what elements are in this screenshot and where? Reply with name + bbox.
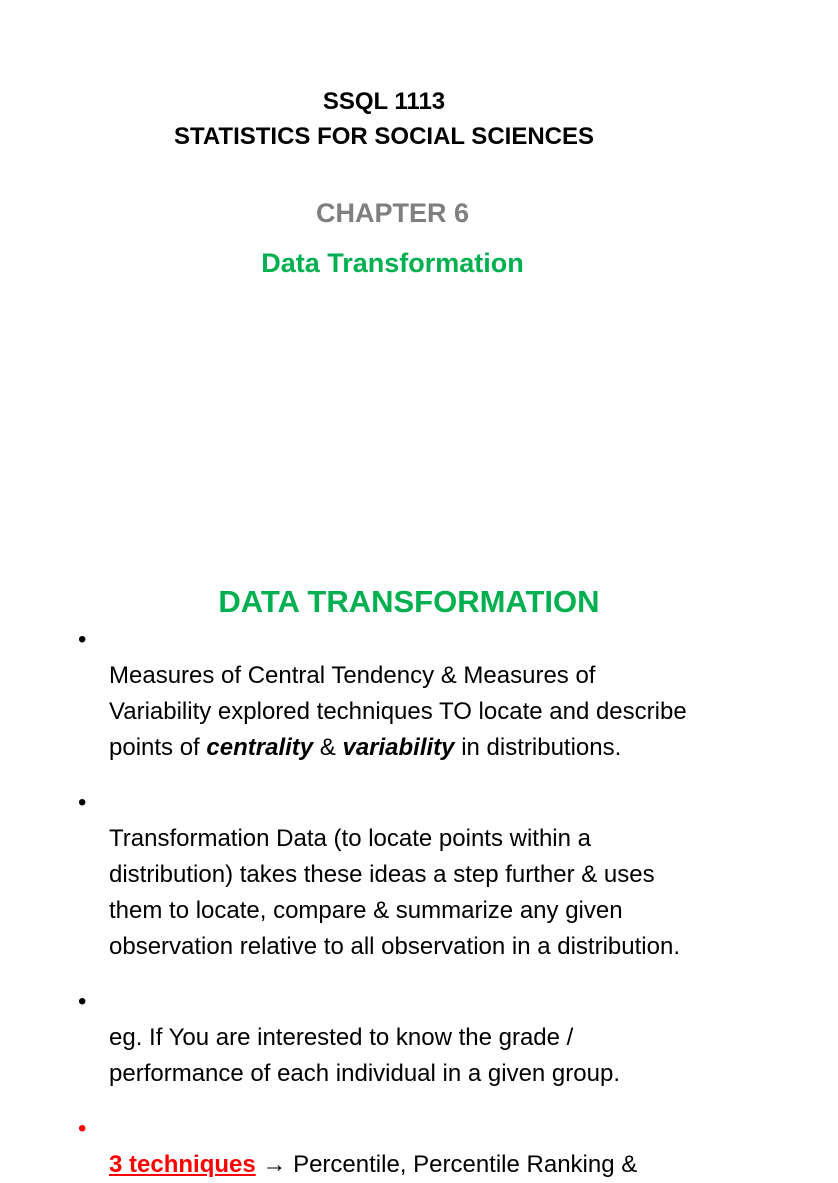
bullet-text-lead: Measures of Central Tendency & Measures of Variability explored techniques TO locate and describe points of [109,662,687,761]
title-slide [0,0,768,540]
course-title: STATISTICS FOR SOCIAL SCIENCES [173,123,595,150]
bullet-item-central-tendency [78,622,838,766]
bullet-text-tail: in distributions. [454,734,622,761]
bullet-text-connector: & [313,734,343,761]
chapter-label: CHAPTER 6 [315,198,470,228]
bullet-item-transformation [78,785,838,965]
bullet-icon: • [78,789,87,816]
bullet-text: Percentile, Percentile Ranking & [293,1151,638,1178]
content-slide [0,540,768,1178]
chapter-subtitle: Data Transformation [261,248,524,278]
bullet-icon: • [78,626,87,653]
bullet-icon: • [78,1115,87,1142]
bullet-item-example [78,984,838,1092]
term-centrality: centrality [206,734,314,761]
bullet-text: eg. If You are interested to know the grade / performance of each individual in a given group. [109,1024,620,1087]
slide-heading: DATA TRANSFORMATION [218,584,600,619]
term-variability: variability [342,734,455,761]
techniques-highlight: 3 techniques [109,1151,256,1178]
bullet-icon: • [78,988,87,1015]
bullet-list [78,622,838,1183]
course-code: SSQL 1113 [322,88,446,115]
bullet-item-techniques [78,1111,838,1183]
bullet-text: Transformation Data (to locate points within a distribution) takes these ideas a step further & uses them to locate, compare & summarize any given observation relative to all observation in a distribution. [109,825,680,960]
arrow-icon: → [255,1151,294,1178]
